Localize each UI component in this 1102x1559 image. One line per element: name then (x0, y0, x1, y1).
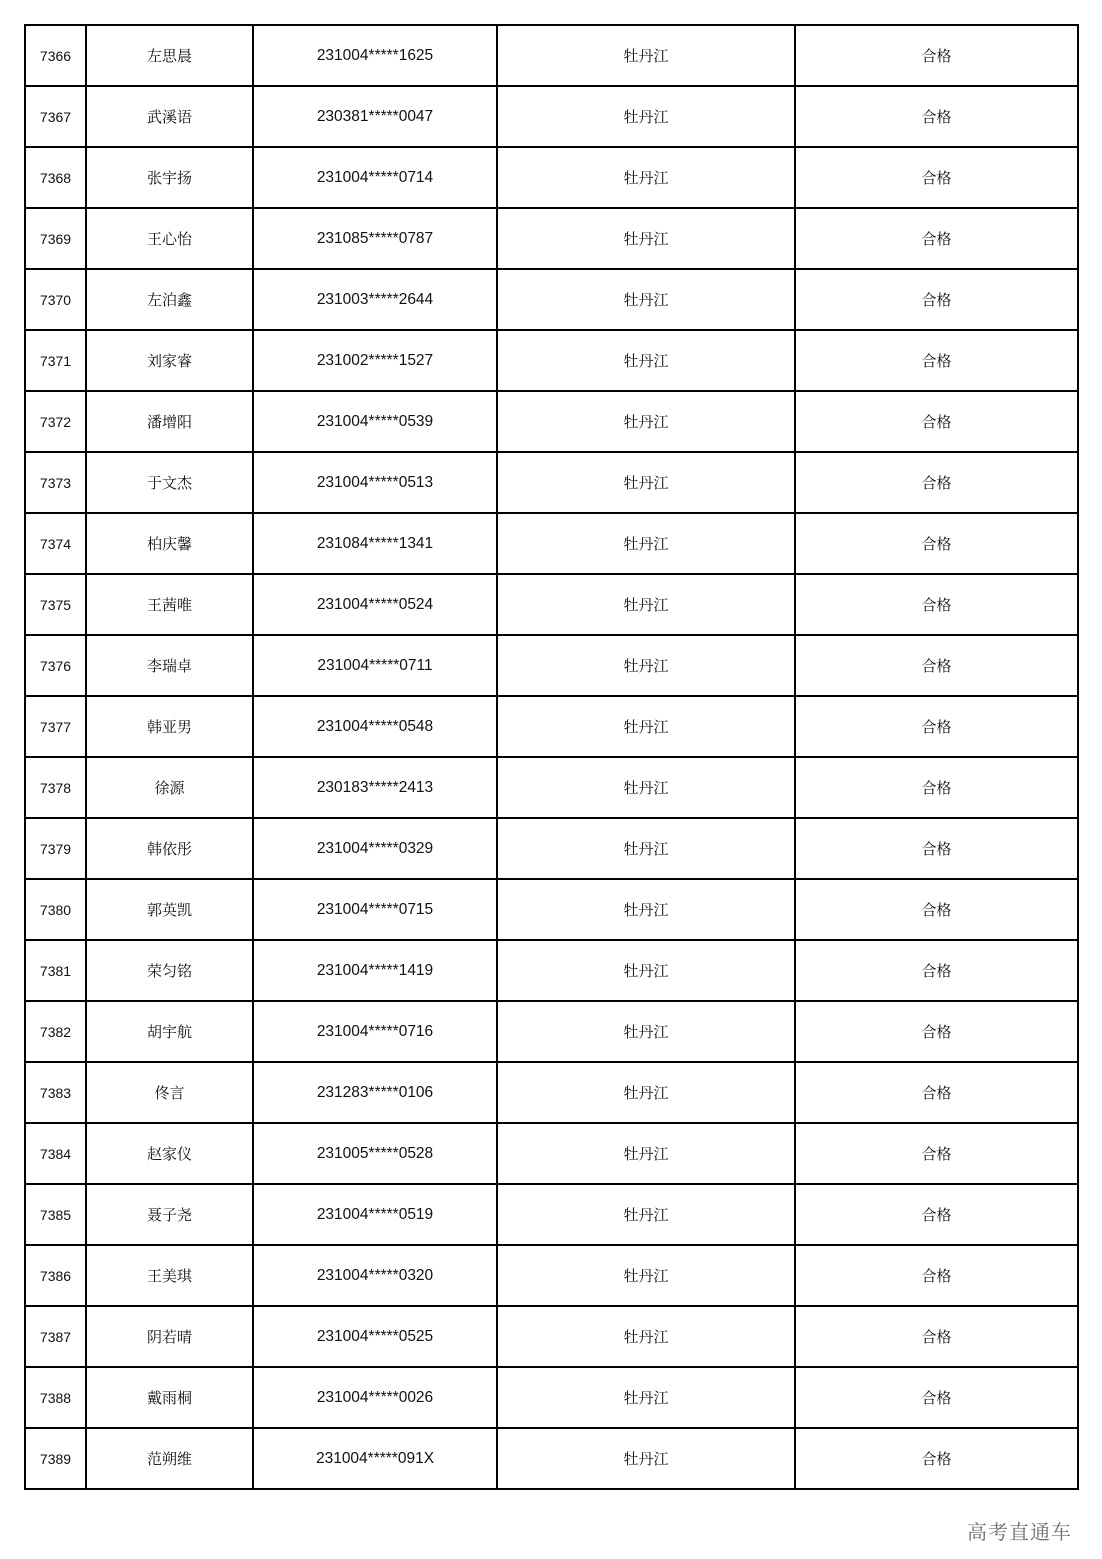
row-number: 7377 (25, 696, 86, 757)
city: 牡丹江 (497, 757, 795, 818)
result-status: 合格 (795, 1428, 1078, 1489)
result-status: 合格 (795, 25, 1078, 86)
result-status: 合格 (795, 1001, 1078, 1062)
id-number: 231004*****0714 (253, 147, 497, 208)
id-number: 231004*****0525 (253, 1306, 497, 1367)
candidate-name: 韩亚男 (86, 696, 253, 757)
city: 牡丹江 (497, 1184, 795, 1245)
row-number: 7371 (25, 330, 86, 391)
row-number: 7376 (25, 635, 86, 696)
candidate-name: 徐源 (86, 757, 253, 818)
result-status: 合格 (795, 1306, 1078, 1367)
table-row (25, 25, 1078, 86)
candidate-name: 左泊鑫 (86, 269, 253, 330)
table-row (25, 330, 1078, 391)
city: 牡丹江 (497, 940, 795, 1001)
table-row (25, 879, 1078, 940)
table-row (25, 574, 1078, 635)
city: 牡丹江 (497, 86, 795, 147)
table-row (25, 513, 1078, 574)
id-number: 231005*****0528 (253, 1123, 497, 1184)
row-number: 7380 (25, 879, 86, 940)
table-row (25, 1001, 1078, 1062)
result-status: 合格 (795, 940, 1078, 1001)
candidate-name: 胡宇航 (86, 1001, 253, 1062)
id-number: 231004*****0320 (253, 1245, 497, 1306)
city: 牡丹江 (497, 147, 795, 208)
table-row (25, 1184, 1078, 1245)
table-row (25, 635, 1078, 696)
city: 牡丹江 (497, 1001, 795, 1062)
city: 牡丹江 (497, 513, 795, 574)
city: 牡丹江 (497, 1367, 795, 1428)
city: 牡丹江 (497, 635, 795, 696)
city: 牡丹江 (497, 269, 795, 330)
candidate-name: 刘家睿 (86, 330, 253, 391)
result-status: 合格 (795, 391, 1078, 452)
row-number: 7372 (25, 391, 86, 452)
row-number: 7389 (25, 1428, 86, 1489)
candidate-name: 赵家仪 (86, 1123, 253, 1184)
id-number: 231004*****091X (253, 1428, 497, 1489)
id-number: 231004*****0539 (253, 391, 497, 452)
id-number: 231004*****0711 (253, 635, 497, 696)
candidate-name: 武溪语 (86, 86, 253, 147)
result-status: 合格 (795, 269, 1078, 330)
id-number: 231004*****0519 (253, 1184, 497, 1245)
city: 牡丹江 (497, 330, 795, 391)
city: 牡丹江 (497, 1306, 795, 1367)
city: 牡丹江 (497, 208, 795, 269)
row-number: 7387 (25, 1306, 86, 1367)
table-row (25, 940, 1078, 1001)
row-number: 7383 (25, 1062, 86, 1123)
result-status: 合格 (795, 513, 1078, 574)
id-number: 230381*****0047 (253, 86, 497, 147)
candidate-name: 韩依彤 (86, 818, 253, 879)
results-table (24, 24, 1079, 1490)
row-number: 7369 (25, 208, 86, 269)
table-row (25, 1306, 1078, 1367)
candidate-name: 潘增阳 (86, 391, 253, 452)
table-row (25, 147, 1078, 208)
table-row (25, 391, 1078, 452)
results-table-body (25, 25, 1078, 1489)
result-status: 合格 (795, 147, 1078, 208)
id-number: 231004*****0716 (253, 1001, 497, 1062)
result-status: 合格 (795, 635, 1078, 696)
candidate-name: 左思晨 (86, 25, 253, 86)
result-status: 合格 (795, 452, 1078, 513)
city: 牡丹江 (497, 391, 795, 452)
row-number: 7374 (25, 513, 86, 574)
result-status: 合格 (795, 696, 1078, 757)
candidate-name: 荣匀铭 (86, 940, 253, 1001)
table-row (25, 1245, 1078, 1306)
candidate-name: 张宇扬 (86, 147, 253, 208)
id-number: 231004*****0026 (253, 1367, 497, 1428)
watermark-text: 高考直通车 (965, 1516, 1074, 1545)
row-number: 7381 (25, 940, 86, 1001)
table-row (25, 757, 1078, 818)
city: 牡丹江 (497, 879, 795, 940)
row-number: 7388 (25, 1367, 86, 1428)
result-status: 合格 (795, 879, 1078, 940)
city: 牡丹江 (497, 1062, 795, 1123)
id-number: 231004*****1625 (253, 25, 497, 86)
candidate-name: 范朔维 (86, 1428, 253, 1489)
city: 牡丹江 (497, 1123, 795, 1184)
id-number: 231004*****1419 (253, 940, 497, 1001)
table-row (25, 1123, 1078, 1184)
row-number: 7370 (25, 269, 86, 330)
candidate-name: 王美琪 (86, 1245, 253, 1306)
table-row (25, 269, 1078, 330)
candidate-name: 王茜唯 (86, 574, 253, 635)
id-number: 231283*****0106 (253, 1062, 497, 1123)
candidate-name: 郭英凯 (86, 879, 253, 940)
candidate-name: 佟言 (86, 1062, 253, 1123)
city: 牡丹江 (497, 1428, 795, 1489)
candidate-name: 王心怡 (86, 208, 253, 269)
candidate-name: 柏庆馨 (86, 513, 253, 574)
candidate-name: 阴若晴 (86, 1306, 253, 1367)
row-number: 7384 (25, 1123, 86, 1184)
result-status: 合格 (795, 1062, 1078, 1123)
result-status: 合格 (795, 1367, 1078, 1428)
candidate-name: 戴雨桐 (86, 1367, 253, 1428)
result-status: 合格 (795, 1245, 1078, 1306)
id-number: 231085*****0787 (253, 208, 497, 269)
table-row (25, 86, 1078, 147)
table-row (25, 818, 1078, 879)
table-row (25, 1428, 1078, 1489)
id-number: 230183*****2413 (253, 757, 497, 818)
row-number: 7366 (25, 25, 86, 86)
row-number: 7379 (25, 818, 86, 879)
id-number: 231004*****0513 (253, 452, 497, 513)
table-row (25, 1062, 1078, 1123)
candidate-name: 李瑞卓 (86, 635, 253, 696)
id-number: 231004*****0715 (253, 879, 497, 940)
row-number: 7368 (25, 147, 86, 208)
result-status: 合格 (795, 1123, 1078, 1184)
results-table-container (24, 24, 1077, 1490)
table-row (25, 452, 1078, 513)
id-number: 231004*****0524 (253, 574, 497, 635)
row-number: 7385 (25, 1184, 86, 1245)
city: 牡丹江 (497, 574, 795, 635)
table-row (25, 208, 1078, 269)
row-number: 7386 (25, 1245, 86, 1306)
id-number: 231002*****1527 (253, 330, 497, 391)
id-number: 231003*****2644 (253, 269, 497, 330)
row-number: 7367 (25, 86, 86, 147)
result-status: 合格 (795, 574, 1078, 635)
row-number: 7378 (25, 757, 86, 818)
city: 牡丹江 (497, 818, 795, 879)
city: 牡丹江 (497, 696, 795, 757)
id-number: 231004*****0329 (253, 818, 497, 879)
table-row (25, 696, 1078, 757)
result-status: 合格 (795, 1184, 1078, 1245)
city: 牡丹江 (497, 25, 795, 86)
table-row (25, 1367, 1078, 1428)
city: 牡丹江 (497, 452, 795, 513)
result-status: 合格 (795, 330, 1078, 391)
id-number: 231004*****0548 (253, 696, 497, 757)
row-number: 7382 (25, 1001, 86, 1062)
row-number: 7375 (25, 574, 86, 635)
result-status: 合格 (795, 757, 1078, 818)
result-status: 合格 (795, 86, 1078, 147)
candidate-name: 聂子尧 (86, 1184, 253, 1245)
result-status: 合格 (795, 818, 1078, 879)
candidate-name: 于文杰 (86, 452, 253, 513)
row-number: 7373 (25, 452, 86, 513)
result-status: 合格 (795, 208, 1078, 269)
id-number: 231084*****1341 (253, 513, 497, 574)
city: 牡丹江 (497, 1245, 795, 1306)
